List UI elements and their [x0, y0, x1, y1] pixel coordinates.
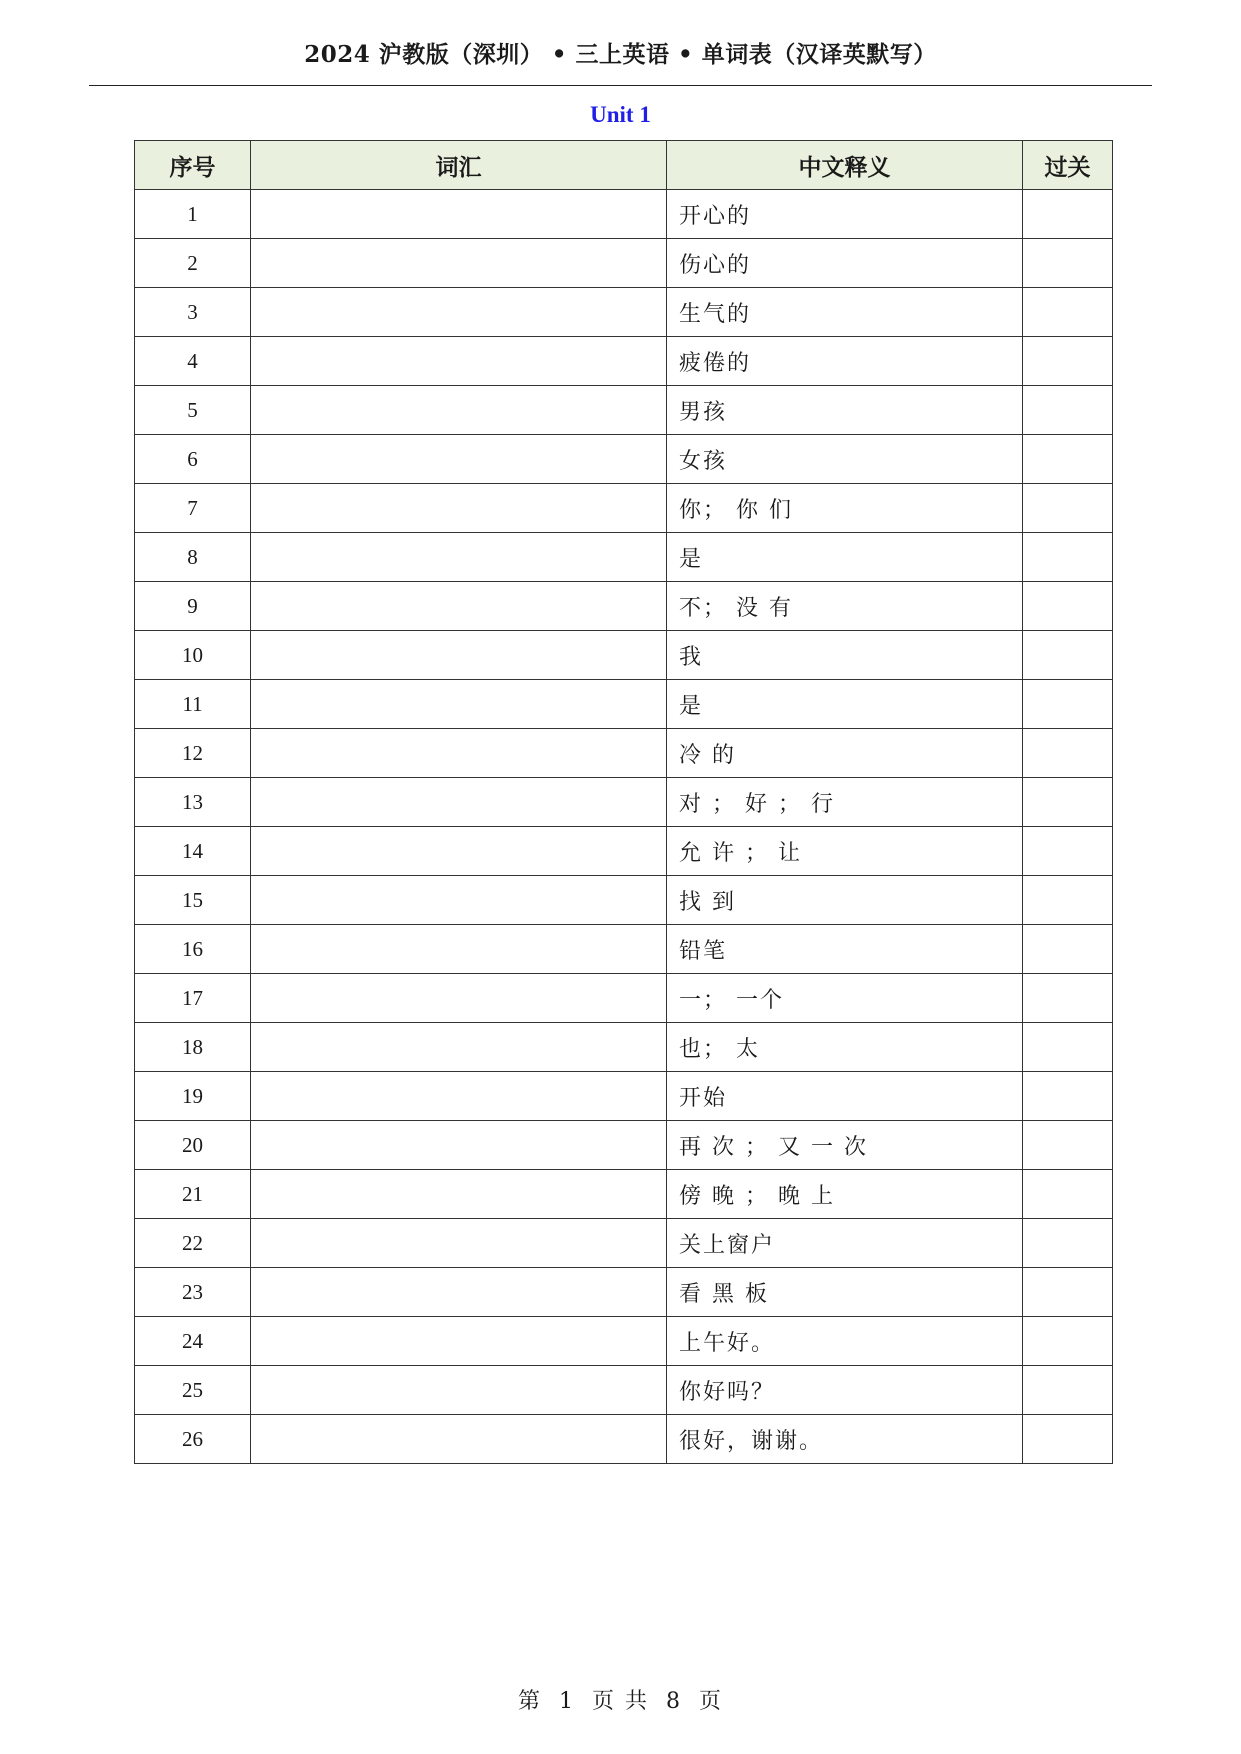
- word-answer-cell[interactable]: [251, 1317, 667, 1366]
- row-number: 22: [135, 1219, 251, 1268]
- pass-check-cell[interactable]: [1023, 1268, 1113, 1317]
- chinese-meaning: 对 ； 好 ； 行: [667, 778, 1023, 827]
- column-header-number: 序号: [135, 141, 251, 190]
- table-row: [135, 582, 1113, 631]
- word-answer-cell[interactable]: [251, 631, 667, 680]
- footer-suffix: 页: [699, 1689, 724, 1714]
- current-page-number: 1: [559, 1689, 575, 1714]
- table-row: [135, 925, 1113, 974]
- header-divider: [89, 85, 1152, 86]
- word-answer-cell[interactable]: [251, 1366, 667, 1415]
- table-row: [135, 533, 1113, 582]
- chinese-meaning: 疲倦的: [667, 337, 1023, 386]
- pass-check-cell[interactable]: [1023, 1023, 1113, 1072]
- chinese-meaning: 很好，谢谢。: [667, 1415, 1023, 1464]
- row-number: 25: [135, 1366, 251, 1415]
- row-number: 19: [135, 1072, 251, 1121]
- row-number: 2: [135, 239, 251, 288]
- chinese-meaning: 傍 晚 ； 晚 上: [667, 1170, 1023, 1219]
- table-row: [135, 1170, 1113, 1219]
- chinese-meaning: 开心的: [667, 190, 1023, 239]
- page-footer: [0, 1684, 1241, 1715]
- table-header-row: [135, 141, 1113, 190]
- row-number: 8: [135, 533, 251, 582]
- chinese-meaning: 开始: [667, 1072, 1023, 1121]
- word-answer-cell[interactable]: [251, 190, 667, 239]
- table-row: [135, 435, 1113, 484]
- word-answer-cell[interactable]: [251, 1268, 667, 1317]
- word-answer-cell[interactable]: [251, 925, 667, 974]
- row-number: 13: [135, 778, 251, 827]
- row-number: 16: [135, 925, 251, 974]
- chinese-meaning: 允 许 ； 让: [667, 827, 1023, 876]
- table-row: [135, 631, 1113, 680]
- chinese-meaning: 再 次 ； 又 一 次: [667, 1121, 1023, 1170]
- table-row: [135, 876, 1113, 925]
- word-answer-cell[interactable]: [251, 435, 667, 484]
- pass-check-cell[interactable]: [1023, 778, 1113, 827]
- word-answer-cell[interactable]: [251, 1415, 667, 1464]
- table-row: [135, 1219, 1113, 1268]
- pass-check-cell[interactable]: [1023, 876, 1113, 925]
- pass-check-cell[interactable]: [1023, 1366, 1113, 1415]
- row-number: 26: [135, 1415, 251, 1464]
- row-number: 10: [135, 631, 251, 680]
- row-number: 15: [135, 876, 251, 925]
- row-number: 6: [135, 435, 251, 484]
- table-row: [135, 484, 1113, 533]
- chinese-meaning: 伤心的: [667, 239, 1023, 288]
- word-answer-cell[interactable]: [251, 1170, 667, 1219]
- pass-check-cell[interactable]: [1023, 533, 1113, 582]
- row-number: 21: [135, 1170, 251, 1219]
- chinese-meaning: 看 黑 板: [667, 1268, 1023, 1317]
- row-number: 9: [135, 582, 251, 631]
- pass-check-cell[interactable]: [1023, 337, 1113, 386]
- word-answer-cell[interactable]: [251, 1072, 667, 1121]
- table-row: [135, 1072, 1113, 1121]
- chinese-meaning: 上午好。: [667, 1317, 1023, 1366]
- table-row: [135, 1121, 1113, 1170]
- pass-check-cell[interactable]: [1023, 974, 1113, 1023]
- table-row: [135, 1023, 1113, 1072]
- chinese-meaning: 生气的: [667, 288, 1023, 337]
- word-answer-cell[interactable]: [251, 239, 667, 288]
- word-answer-cell[interactable]: [251, 974, 667, 1023]
- pass-check-cell[interactable]: [1023, 631, 1113, 680]
- row-number: 5: [135, 386, 251, 435]
- chinese-meaning: 铅笔: [667, 925, 1023, 974]
- word-answer-cell[interactable]: [251, 680, 667, 729]
- chinese-meaning: 也； 太: [667, 1023, 1023, 1072]
- table-row: [135, 1317, 1113, 1366]
- table-row: [135, 1268, 1113, 1317]
- pass-check-cell[interactable]: [1023, 1317, 1113, 1366]
- row-number: 1: [135, 190, 251, 239]
- total-page-count: 8: [666, 1689, 682, 1714]
- chinese-meaning: 冷 的: [667, 729, 1023, 778]
- chinese-meaning: 关上窗户: [667, 1219, 1023, 1268]
- pass-check-cell[interactable]: [1023, 239, 1113, 288]
- chinese-meaning: 我: [667, 631, 1023, 680]
- word-answer-cell[interactable]: [251, 876, 667, 925]
- table-row: [135, 729, 1113, 778]
- word-answer-cell[interactable]: [251, 337, 667, 386]
- unit-title: Unit 1: [590, 102, 651, 127]
- row-number: 14: [135, 827, 251, 876]
- chinese-meaning: 男孩: [667, 386, 1023, 435]
- row-number: 3: [135, 288, 251, 337]
- column-header-word: 词汇: [251, 141, 667, 190]
- pass-check-cell[interactable]: [1023, 1170, 1113, 1219]
- word-answer-cell[interactable]: [251, 1219, 667, 1268]
- footer-middle: 页 共: [592, 1689, 649, 1714]
- pass-check-cell[interactable]: [1023, 386, 1113, 435]
- table-row: [135, 1415, 1113, 1464]
- word-answer-cell[interactable]: [251, 533, 667, 582]
- word-answer-cell[interactable]: [251, 582, 667, 631]
- document-header: 2024 沪教版（深圳） • 三上英语 • 单词表（汉译英默写）: [304, 41, 937, 68]
- row-number: 17: [135, 974, 251, 1023]
- table-row: [135, 778, 1113, 827]
- word-answer-cell[interactable]: [251, 1023, 667, 1072]
- table-row: [135, 827, 1113, 876]
- pass-check-cell[interactable]: [1023, 925, 1113, 974]
- row-number: 12: [135, 729, 251, 778]
- vocabulary-table: [134, 140, 1113, 1464]
- chinese-meaning: 是: [667, 533, 1023, 582]
- pass-check-cell[interactable]: [1023, 680, 1113, 729]
- word-answer-cell[interactable]: [251, 288, 667, 337]
- row-number: 20: [135, 1121, 251, 1170]
- table-row: [135, 386, 1113, 435]
- table-row: [135, 1366, 1113, 1415]
- table-row: [135, 239, 1113, 288]
- row-number: 18: [135, 1023, 251, 1072]
- row-number: 11: [135, 680, 251, 729]
- column-header-meaning: 中文释义: [667, 141, 1023, 190]
- pass-check-cell[interactable]: [1023, 729, 1113, 778]
- column-header-pass: 过关: [1023, 141, 1113, 190]
- pass-check-cell[interactable]: [1023, 827, 1113, 876]
- row-number: 4: [135, 337, 251, 386]
- pass-check-cell[interactable]: [1023, 1072, 1113, 1121]
- pass-check-cell[interactable]: [1023, 1415, 1113, 1464]
- pass-check-cell[interactable]: [1023, 435, 1113, 484]
- word-answer-cell[interactable]: [251, 729, 667, 778]
- chinese-meaning: 你好吗？: [667, 1366, 1023, 1415]
- chinese-meaning: 不； 没 有: [667, 582, 1023, 631]
- pass-check-cell[interactable]: [1023, 1121, 1113, 1170]
- pass-check-cell[interactable]: [1023, 288, 1113, 337]
- chinese-meaning: 女孩: [667, 435, 1023, 484]
- table-row: [135, 288, 1113, 337]
- table-body: [135, 190, 1113, 1464]
- word-answer-cell[interactable]: [251, 386, 667, 435]
- chinese-meaning: 是: [667, 680, 1023, 729]
- table-row: [135, 337, 1113, 386]
- row-number: 24: [135, 1317, 251, 1366]
- footer-prefix: 第: [517, 1689, 542, 1714]
- chinese-meaning: 你； 你 们: [667, 484, 1023, 533]
- word-answer-cell[interactable]: [251, 484, 667, 533]
- word-answer-cell[interactable]: [251, 1121, 667, 1170]
- pass-check-cell[interactable]: [1023, 190, 1113, 239]
- chinese-meaning: 找 到: [667, 876, 1023, 925]
- table-row: [135, 680, 1113, 729]
- row-number: 7: [135, 484, 251, 533]
- word-answer-cell[interactable]: [251, 827, 667, 876]
- pass-check-cell[interactable]: [1023, 582, 1113, 631]
- pass-check-cell[interactable]: [1023, 1219, 1113, 1268]
- chinese-meaning: 一； 一个: [667, 974, 1023, 1023]
- table-row: [135, 190, 1113, 239]
- word-answer-cell[interactable]: [251, 778, 667, 827]
- row-number: 23: [135, 1268, 251, 1317]
- pass-check-cell[interactable]: [1023, 484, 1113, 533]
- table-row: [135, 974, 1113, 1023]
